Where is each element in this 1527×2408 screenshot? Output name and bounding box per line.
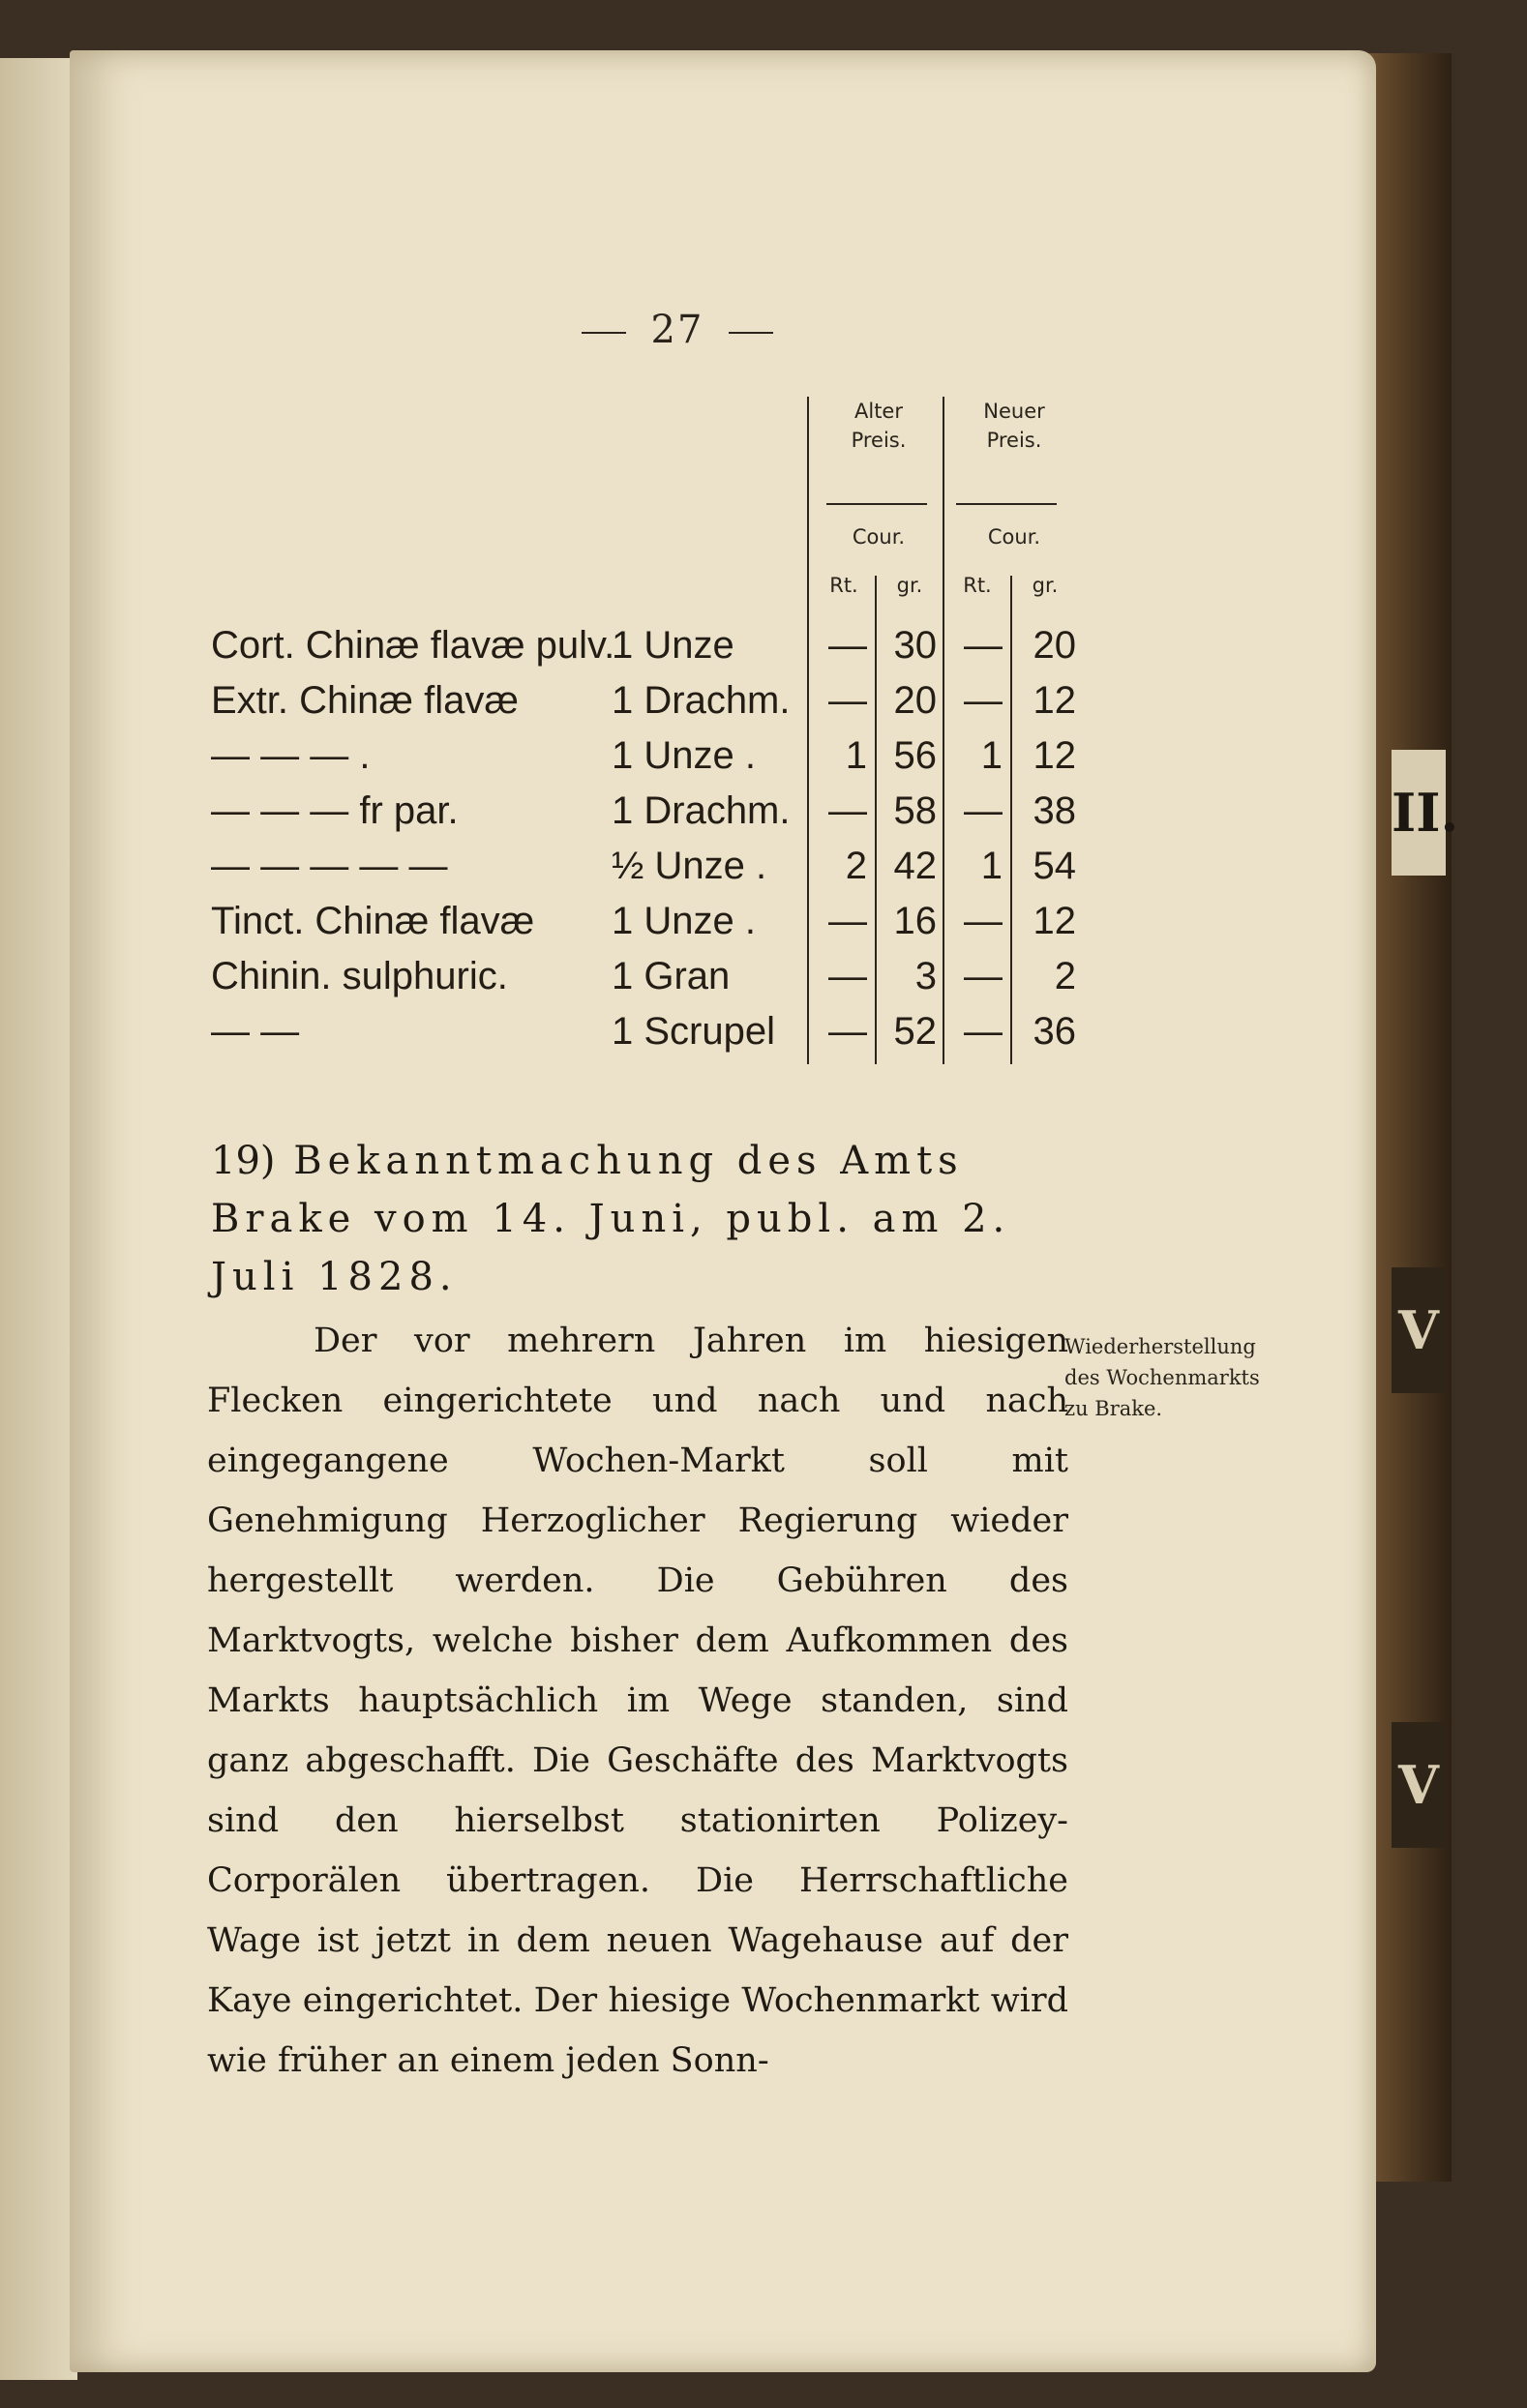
cell-old-rt: 2 bbox=[845, 845, 867, 887]
section-heading: 19) Bekanntmachung des Amts Brake vom 14. Juni, publ. am 2. Juli 1828. bbox=[211, 1139, 1011, 1299]
cell-qty: 1 Unze bbox=[612, 624, 734, 667]
header-new-price: Neuer Preis. bbox=[983, 400, 1045, 452]
header-rule bbox=[956, 503, 1057, 505]
cell-old-gr: 52 bbox=[893, 1010, 937, 1053]
cell-old-rt: — bbox=[828, 624, 867, 667]
cell-qty: 1 Scrupel bbox=[612, 1010, 775, 1053]
cell-old-rt: 1 bbox=[845, 734, 867, 777]
table-row bbox=[211, 955, 1082, 1009]
unit-rt-new: Rt. bbox=[963, 574, 992, 597]
cell-new-rt: — bbox=[964, 789, 1003, 832]
cell-old-gr: 3 bbox=[914, 955, 937, 997]
cell-new-rt: — bbox=[964, 900, 1003, 942]
cell-old-rt: — bbox=[828, 679, 867, 722]
cell-new-rt: — bbox=[964, 679, 1003, 722]
cell-new-rt: — bbox=[964, 955, 1003, 997]
unit-gr-new: gr. bbox=[1032, 574, 1059, 597]
table-row bbox=[211, 679, 1082, 733]
cell-old-rt: — bbox=[828, 789, 867, 832]
cell-old-gr: 56 bbox=[893, 734, 937, 777]
cell-new-gr: 20 bbox=[1033, 624, 1076, 667]
cell-new-gr: 12 bbox=[1033, 679, 1076, 722]
table-row bbox=[211, 624, 1082, 678]
cell-old-gr: 30 bbox=[893, 624, 937, 667]
cell-name: — — — — — bbox=[211, 845, 448, 887]
facing-page-edge bbox=[0, 58, 77, 2380]
section-body: Der vor mehrern Jahren im hiesigen Flecken eingerichtete und nach und nach eingegangene Wochen-Markt soll mit Genehmigung Herzoglicher Regierung wieder hergestellt werden. Die Gebühren des Marktvogts, welche bisher dem Aufkommen des Markts hauptsächlich im Wege standen, sind ganz abgeschafft. Die Geschäfte des Marktvogts sind den hierselbst stationirten Polizey-Corporälen übertragen. Die Herrschaftliche Wage ist jetzt in dem neuen Wagehause auf der Kaye eingerichtet. Der hiesige Wochenmarkt wird wie früher an einem jeden Sonn- bbox=[207, 1322, 1068, 2080]
header-rule bbox=[826, 503, 927, 505]
cell-new-gr: 54 bbox=[1033, 845, 1076, 887]
table-row bbox=[211, 845, 1082, 899]
cell-old-gr: 16 bbox=[893, 900, 937, 942]
cell-old-gr: 20 bbox=[893, 679, 937, 722]
cell-old-rt: — bbox=[828, 900, 867, 942]
cell-new-rt: — bbox=[964, 624, 1003, 667]
cell-name: Tinct. Chinæ flavæ bbox=[211, 900, 535, 942]
cell-new-gr: 12 bbox=[1033, 734, 1076, 777]
cell-qty: 1 Gran bbox=[612, 955, 731, 997]
unit-gr-old: gr. bbox=[896, 574, 923, 597]
cell-new-rt: 1 bbox=[980, 845, 1003, 887]
cell-qty: 1 Unze . bbox=[612, 734, 756, 777]
currency-old: Cour. bbox=[852, 525, 906, 549]
cell-old-rt: — bbox=[828, 1010, 867, 1053]
cell-new-rt: 1 bbox=[980, 734, 1003, 777]
cell-name: — — bbox=[211, 1010, 300, 1053]
edge-label-1: II. bbox=[1392, 750, 1446, 876]
cell-new-gr: 36 bbox=[1033, 1010, 1076, 1053]
cell-old-rt: — bbox=[828, 955, 867, 997]
cell-name: Extr. Chinæ flavæ bbox=[211, 679, 519, 722]
margin-note: Wiederherstellung des Wochenmarkts zu Brake. bbox=[1064, 1335, 1260, 1420]
cell-name: — — — . bbox=[211, 734, 371, 777]
edge-label-3: V bbox=[1392, 1722, 1446, 1848]
header-old-price: Alter Preis. bbox=[851, 400, 907, 452]
cell-name: Cort. Chinæ flavæ pulv. bbox=[211, 624, 615, 667]
currency-new: Cour. bbox=[987, 525, 1041, 549]
cell-qty: 1 Unze . bbox=[612, 900, 756, 942]
cell-qty: ½ Unze . bbox=[612, 845, 767, 887]
cell-qty: 1 Drachm. bbox=[612, 789, 791, 832]
cell-new-rt: — bbox=[964, 1010, 1003, 1053]
cell-name: Chinin. sulphuric. bbox=[211, 955, 508, 997]
table-row bbox=[211, 1010, 1082, 1064]
cell-new-gr: 2 bbox=[1054, 955, 1076, 997]
page-number: 27 bbox=[523, 308, 832, 352]
unit-rt-old: Rt. bbox=[829, 574, 858, 597]
table-row bbox=[211, 734, 1082, 788]
cell-name: — — — fr par. bbox=[211, 789, 459, 832]
table-row bbox=[211, 900, 1082, 954]
cell-new-gr: 38 bbox=[1033, 789, 1076, 832]
cell-qty: 1 Drachm. bbox=[612, 679, 791, 722]
table-row bbox=[211, 789, 1082, 844]
edge-label-2: V bbox=[1392, 1267, 1446, 1393]
cell-new-gr: 12 bbox=[1033, 900, 1076, 942]
cell-old-gr: 42 bbox=[893, 845, 937, 887]
cell-old-gr: 58 bbox=[893, 789, 937, 832]
